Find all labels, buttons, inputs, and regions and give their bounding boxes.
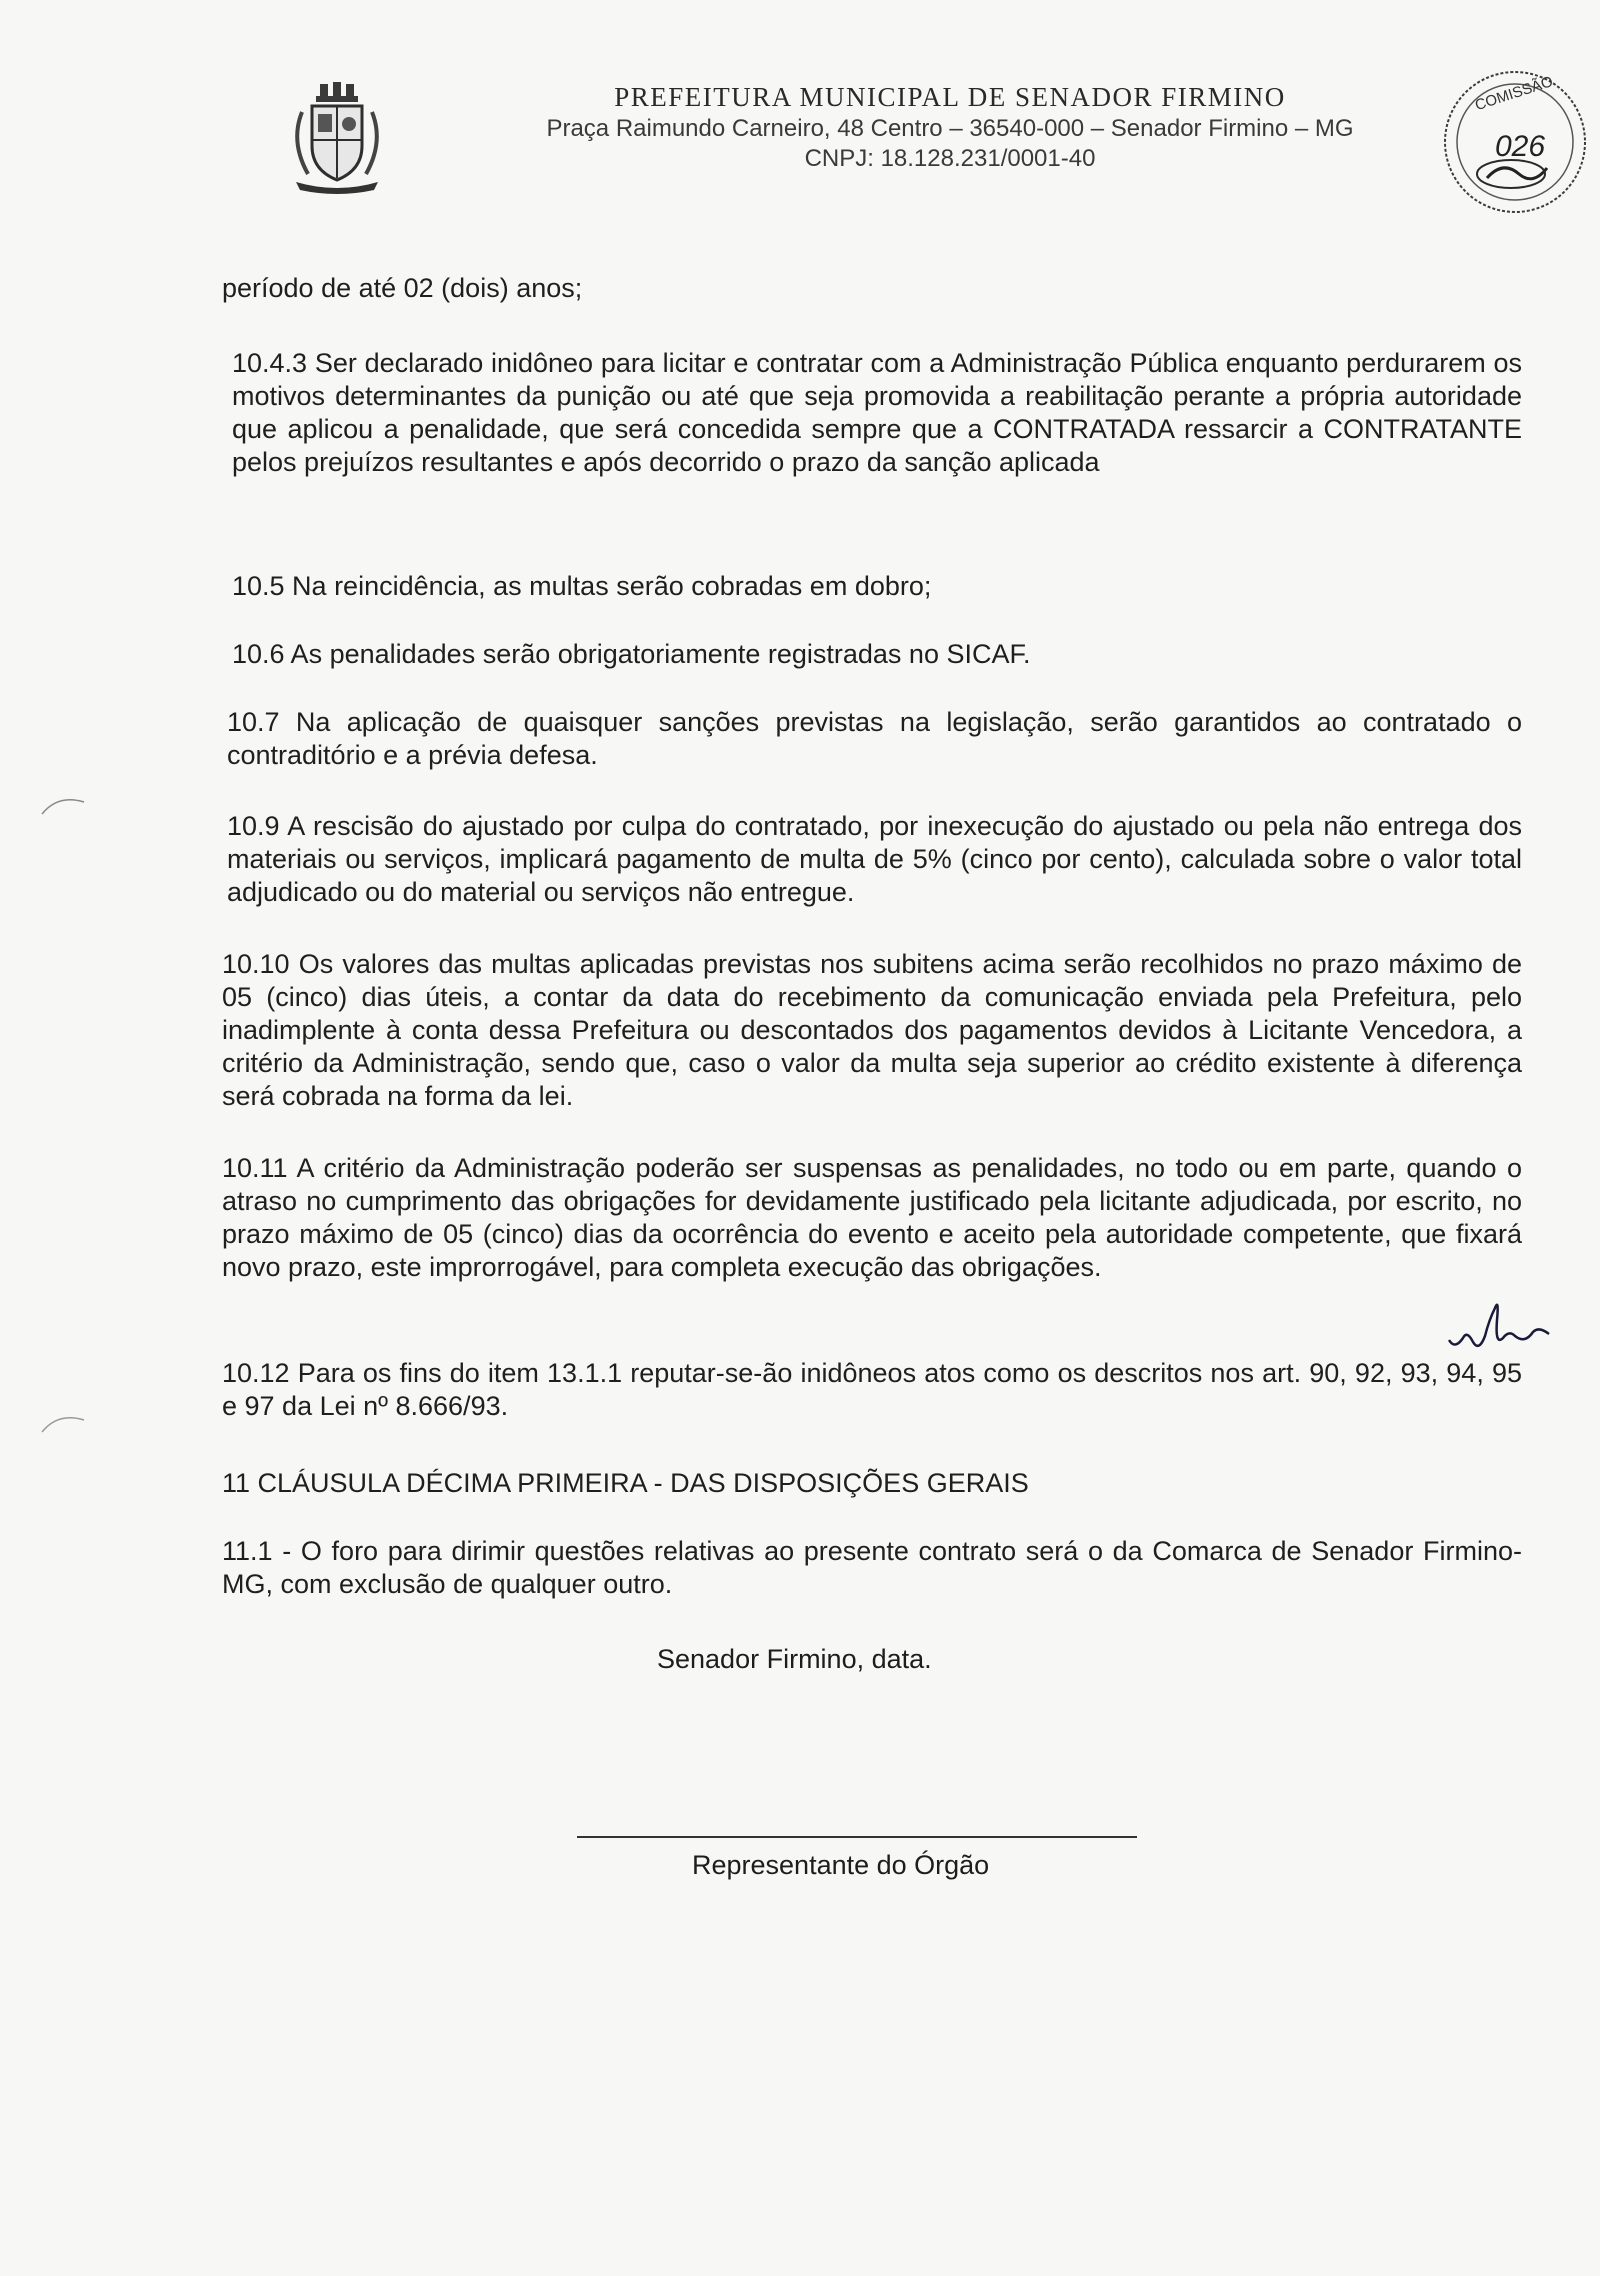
place-date: Senador Firmino, data. bbox=[657, 1644, 932, 1674]
paragraph-10-7: 10.7 Na aplicação de quaisquer sanções previstas na legislação, serão garantidos ao contratado o contraditório e a prévia defesa. bbox=[227, 707, 1522, 770]
signature-line bbox=[577, 1836, 1137, 1838]
paragraph-10-6: 10.6 As penalidades serão obrigatoriamente registradas no SICAF. bbox=[232, 639, 1031, 669]
paragraph-10-11: 10.11 A critério da Administração poderão ser suspensas as penalidades, no todo ou em parte, quando o atraso no cumprimento das obrigações for devidamente justificado pela licitante adjudicada, por escrito, no prazo máximo de 05 (cinco) dias da ocorrência do evento e aceito pela autoridade competente, que fixará novo prazo, este improrrogável, para completa execução das obrigações. bbox=[222, 1153, 1522, 1282]
coat-of-arms-icon bbox=[282, 82, 392, 194]
stamp-text: COMISSÃO bbox=[1472, 73, 1556, 115]
paragraph-10-12: 10.12 Para os fins do item 13.1.1 reputar-se-ão inidôneos atos como os descritos nos art. 90, 92, 93, 94, 95 e 97 da Lei nº 8.666/93. bbox=[222, 1358, 1522, 1421]
paragraph-10-5: 10.5 Na reincidência, as multas serão cobradas em dobro; bbox=[232, 571, 932, 601]
handwritten-rubric-icon bbox=[1445, 1290, 1555, 1360]
margin-mark-icon bbox=[38, 792, 88, 818]
paragraph-10-9: 10.9 A rescisão do ajustado por culpa do contratado, por inexecução do ajustado ou pela não entrega dos materiais ou serviços, implicará pagamento de multa de 5% (cinco por cento), calculada sobre o valor total adjudicado ou do material ou serviços não entregue. bbox=[227, 811, 1522, 907]
signature-label: Representante do Órgão bbox=[692, 1850, 990, 1880]
organization-address: Praça Raimundo Carneiro, 48 Centro – 36540-000 – Senador Firmino – MG bbox=[546, 115, 1354, 142]
letterhead-text bbox=[470, 80, 1430, 174]
organization-cnpj: CNPJ: 18.128.231/0001-40 bbox=[804, 145, 1096, 172]
stamp-number: 026 bbox=[1495, 130, 1546, 163]
paragraph-10-10: 10.10 Os valores das multas aplicadas previstas nos subitens acima serão recolhidos no prazo máximo de 05 (cinco) dias úteis, a contar da data do recebimento da comunicação enviada pela Prefeitura, pelo inadimplente à conta dessa Prefeitura ou descontados dos pagamentos devidos à Licitante Vencedora, a critério da Administração, sendo que, caso o valor da multa seja superior ao crédito existente à diferença será cobrada na forma da lei. bbox=[222, 949, 1522, 1111]
clause-heading: 11 CLÁUSULA DÉCIMA PRIMEIRA - DAS DISPOSIÇÕES GERAIS bbox=[222, 1468, 1029, 1498]
paragraph-10-4-3: 10.4.3 Ser declarado inidôneo para licitar e contratar com a Administração Pública enquanto perdurarem os motivos determinantes da punição ou até que seja promovida a reabilitação perante a própria autoridade que aplicou a penalidade, que será concedida sempre que a CONTRATADA ressarcir a CONTRATANTE pelos prejuízos resultantes e após decorrido o prazo da sanção aplicada bbox=[232, 348, 1522, 477]
letterhead bbox=[0, 60, 1600, 200]
organization-name: PREFEITURA MUNICIPAL DE SENADOR FIRMINO bbox=[614, 82, 1286, 112]
paragraph-periodo: período de até 02 (dois) anos; bbox=[222, 273, 583, 303]
paragraph-11-1: 11.1 - O foro para dirimir questões relativas ao presente contrato será o da Comarca de Senador Firmino-MG, com exclusão de qualquer outro. bbox=[222, 1536, 1522, 1599]
commission-stamp-icon bbox=[1415, 60, 1600, 230]
margin-mark-icon bbox=[38, 1410, 88, 1436]
